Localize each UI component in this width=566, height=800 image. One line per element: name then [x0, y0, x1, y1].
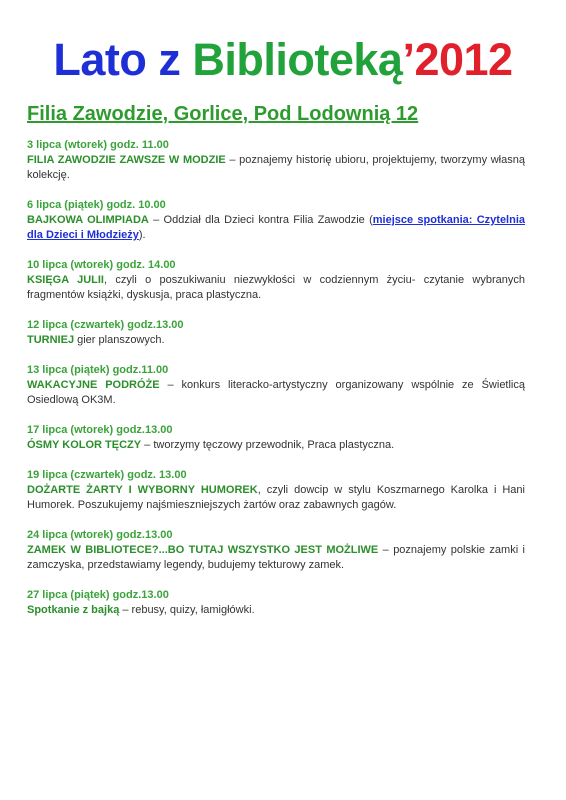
event-description [27, 378, 525, 408]
title-part-biblioteka: Biblioteką [192, 34, 403, 85]
event-text: – rebusy, quizy, łamigłówki. [119, 604, 255, 616]
event-name: Spotkanie z bajką [27, 604, 120, 616]
event-date: 17 lipca (wtorek) godz.13.00 [27, 424, 173, 436]
event-item [27, 588, 525, 618]
page-title [0, 32, 566, 88]
event-name: BAJKOWA OLIMPIADA [27, 214, 149, 226]
event-text: , czyli dowcip w stylu Koszmarnego Karolka i Hani Humorek. Poszukujemy najśmieszniejszych żartów oraz zabawnych gagów. [27, 484, 525, 511]
event-item [27, 138, 525, 183]
event-text: gier planszowych. [74, 334, 165, 346]
venue-link[interactable]: miejsce spotkania: Czytelnia dla Dzieci i Młodzieży [27, 214, 526, 241]
event-date: 13 lipca (piątek) godz.11.00 [27, 364, 169, 376]
event-date: 10 lipca (wtorek) godz. 14.00 [27, 259, 176, 271]
event-item [27, 198, 525, 243]
event-text-after: ). [138, 229, 146, 241]
event-name: ÓSMY KOLOR TĘCZY [27, 439, 142, 451]
event-item [27, 468, 525, 513]
event-description [27, 153, 525, 183]
event-text: – poznajemy historię ubioru, projektujemy, tworzymy własną kolekcję. [27, 154, 525, 181]
event-description [27, 483, 525, 513]
event-description [27, 213, 525, 243]
event-date: 6 lipca (piątek) godz. 10.00 [27, 199, 166, 211]
event-name: WAKACYJNE PODRÓŻE [27, 379, 160, 391]
event-item [27, 528, 525, 573]
event-date: 19 lipca (czwartek) godz. 13.00 [27, 469, 187, 481]
event-date: 3 lipca (wtorek) godz. 11.00 [27, 139, 169, 151]
event-name: KSIĘGA JULII [27, 274, 104, 286]
event-item [27, 423, 525, 453]
event-name: TURNIEJ [27, 334, 75, 346]
event-date: 27 lipca (piątek) godz.13.00 [27, 589, 169, 601]
event-text: – tworzymy tęczowy przewodnik, Praca plastyczna. [141, 439, 395, 451]
event-text: – konkurs literacko-artystyczny organizowany wspólnie ze Świetlicą Osiedlową OK3M. [27, 379, 525, 406]
event-description [27, 603, 525, 618]
event-text: – Oddział dla Dzieci kontra Filia Zawodzie ( [148, 214, 373, 226]
event-date: 12 lipca (czwartek) godz.13.00 [27, 319, 184, 331]
title-part-year: ’2012 [402, 34, 513, 85]
event-description [27, 438, 525, 453]
event-description [27, 273, 525, 303]
event-name: FILIA ZAWODZIE ZAWSZE W MODZIE [27, 154, 226, 166]
event-text: , czyli o poszukiwaniu niezwykłości w codziennym życiu- czytanie wybranych fragmentów książki, dyskusja, praca plastyczna. [27, 274, 526, 301]
event-list [27, 138, 525, 633]
event-description [27, 333, 525, 348]
event-item [27, 363, 525, 408]
event-name: ZAMEK W BIBLIOTECE?...BO TUTAJ WSZYSTKO JEST MOŻLIWE [27, 544, 379, 556]
event-item [27, 258, 525, 303]
event-name: DOŻARTE ŻARTY I WYBORNY HUMOREK [27, 484, 258, 496]
event-date: 24 lipca (wtorek) godz.13.00 [27, 529, 173, 541]
event-item [27, 318, 525, 348]
event-text: – poznajemy polskie zamki i zamczyska, przedstawiamy legendy, budujemy tekturowy zamek. [27, 544, 525, 571]
location-subtitle: Filia Zawodzie, Gorlice, Pod Lodownią 12 [27, 103, 419, 125]
event-description [27, 543, 525, 573]
title-part-lato: Lato z [53, 34, 193, 85]
